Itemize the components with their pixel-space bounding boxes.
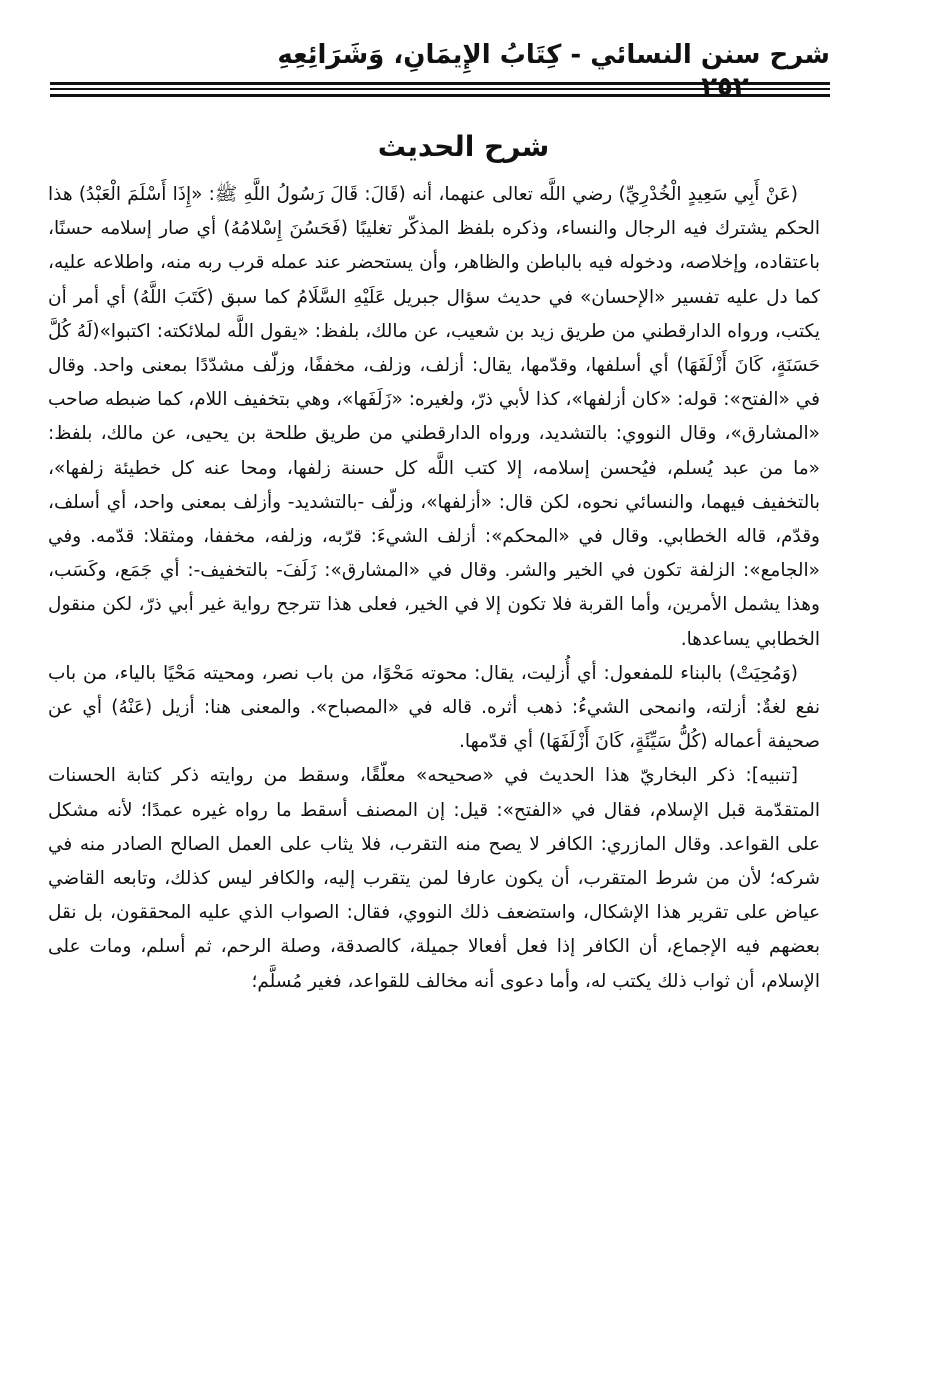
header-rule xyxy=(768,94,830,97)
header-rule xyxy=(50,94,797,97)
header-rule xyxy=(50,88,797,90)
header-rule xyxy=(768,88,830,90)
page-number: ٢٥٢ xyxy=(701,72,749,102)
header-rule xyxy=(768,82,830,85)
section-title: شرح الحديث xyxy=(377,130,550,163)
paragraph: (وَمُحِيَتْ) بالبناء للمفعول: أي أُزليت، يقال: محوته مَحْوًا، من باب نصر، ومحيته مَحْيًا بالياء، من باب نفع لغةٌ: أزلته، وانمحى الشيءُ: ذهب أثره. قاله في «المصباح». والمعنى هنا: أزيل (عَنْهُ) أي عن صحيفة أعماله (كُلُّ سَيِّئَةٍ، كَانَ أَزْلَفَهَا) أي قدّمها. xyxy=(48,662,820,753)
header-rule xyxy=(50,82,797,85)
running-title: شرح سنن النسائي - كِتَابُ الإِيمَانِ، وَشَرَائِعِهِ xyxy=(277,40,830,70)
paragraph: [تنبيه]: ذكر البخاريّ هذا الحديث في «صحيحه» معلّقًا، وسقط من روايته ذكر كتابة الحسنات المتقدّمة قبل الإسلام، فقال في «الفتح»: قيل: إن المصنف أسقط ما رواه غيره عمدًا؛ لأنه مشكل على القواعد. وقال المازري: الكافر لا يصح منه التقرب، فلا يثاب على العمل الصالح الصادر منه في شركه؛ لأن من شرط المتقرب، أن يكون عارفا لمن يتقرب إليه، والكافر ليس كذلك، وتابعه القاضي عياض على تقرير هذا الإشكال، واستضعف ذلك النووي، فقال: الصواب الذي عليه المحققون، بل نقل بعضهم فيه الإجماع، أن الكافر إذا فعل أفعالا جميلة، كالصدقة، وصلة الرحم، ثم أسلم، ومات على الإسلام، أن ثواب ذلك يكتب له، وأما دعوى أنه مخالف للقواعد، فغير مُسلَّم؛ xyxy=(48,765,820,992)
paragraph: (عَنْ أَبِي سَعِيدٍ الْخُدْرِيِّ) رضي اللَّه تعالى عنهما، أنه (قَالَ: قَالَ رَسُولُ اللَّهِ ﷺ: «إِذَا أَسْلَمَ الْعَبْدُ) هذا الحكم يشترك فيه الرجال والنساء، وذكره بلفظ المذكّر تغليبًا (فَحَسُنَ إِسْلامُهُ) أي صار إسلامه حسنًا، باعتقاده، وإخلاصه، ودخوله فيه بالباطن والظاهر، وأن يستحضر عند عمله قرب ربه منه، واطلاعه عليه، كما دل عليه تفسير «الإحسان» في حديث سؤال جبريل عَلَيْهِ السَّلَامُ كما سبق (كَتَبَ اللَّهُ) أي أمر أن يكتب، ورواه الدارقطني من طريق زيد بن شعيب، عن مالك، بلفظ: «يقول اللَّه لملائكته: اكتبوا»(لَهُ كُلَّ حَسَنَةٍ، كَانَ أَزْلَفَهَا) أي أسلفها، وقدّمها، يقال: أزلف، وزلف، مخففًا، وزلّف مشدّدًا بمعنى واحد. وقال في «الفتح»: قوله: «كان أزلفها»، كذا لأبي ذرّ، ولغيره: «زَلَفَها»، وهي بتخفيف اللام، كما ضبطه صاحب «المشارق»، وقال النووي: بالتشديد، ورواه الدارقطني من طريق طلحة بن يحيى، عن مالك، بلفظ: «ما من عبد يُسلم، فيُحسن إسلامه، إلا كتب اللَّه كل حسنة زلفها، ومحا عنه كل خطيئة زلفها»، بالتخفيف فيهما، والنسائي نحوه، لكن قال: «أزلفها»، وزلّف -بالتشديد- وأزلف بمعنى واحد، أي أسلف، وقدّم، قاله الخطابي. وقال في «المحكم»: أزلف الشيءَ: قرّبه، وزلفه، مخففا، ومثقلا: قدّمه. وفي «الجامع»: الزلفة تكون في الخير والشر. وقال في «المشارق»: زَلَفَ- بالتخفيف-: أي جَمَع، وكَسَب، وهذا يشمل الأمرين، وأما القربة فلا تكون إلا في الخير، فعلى هذا تترجح رواية غير أبي ذرّ، لكن منقول الخطابي يساعدها. xyxy=(48,184,820,650)
body-text xyxy=(48,178,820,999)
